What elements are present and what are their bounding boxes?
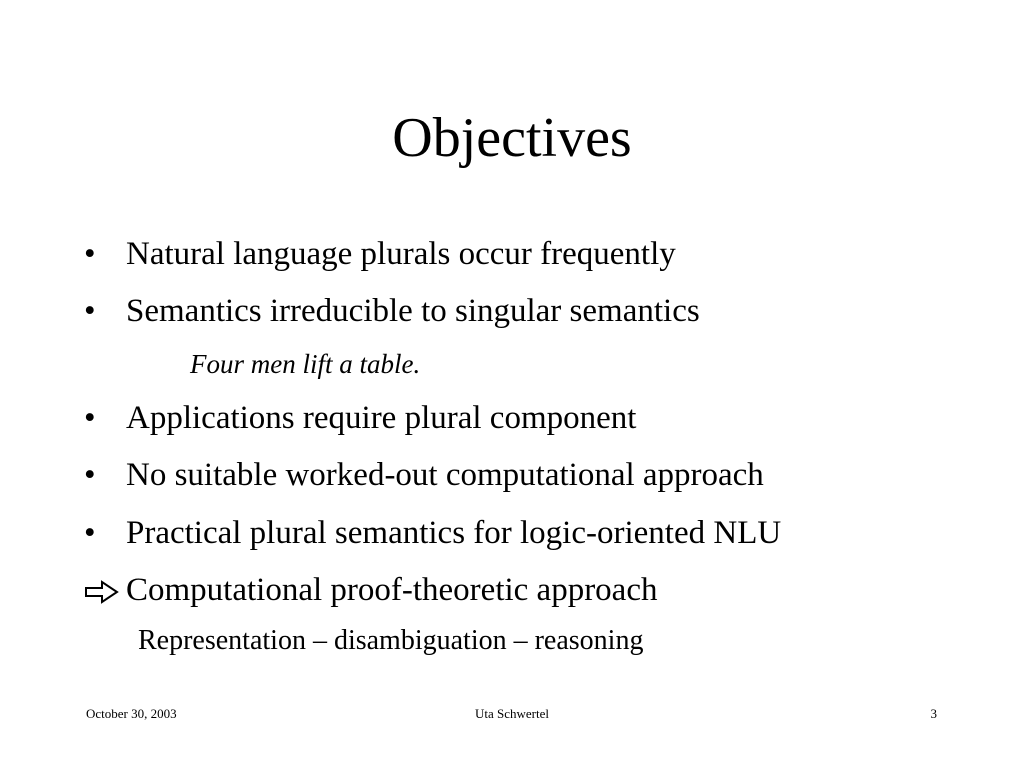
- example-sentence: Four men lift a table.: [190, 349, 421, 379]
- footer-date: October 30, 2003: [86, 706, 177, 721]
- bullet-item: [0, 455, 1024, 495]
- bullet-text: Practical plural semantics for logic-oriented NLU: [126, 515, 782, 551]
- hollow-right-arrow-icon: [84, 580, 122, 604]
- bullet-text: Natural language plurals occur frequently: [126, 236, 676, 272]
- conclusion-text: Computational proof-theoretic approach: [126, 572, 658, 608]
- bullet-dot: •: [84, 400, 96, 436]
- bullet-dot: •: [84, 457, 96, 493]
- bullet-text: No suitable worked-out computational approach: [126, 457, 764, 493]
- bullet-dot: •: [84, 515, 96, 551]
- bullet-dot: •: [84, 293, 96, 329]
- slide-title: Objectives: [392, 107, 632, 169]
- bullet-text: Applications require plural component: [126, 400, 637, 436]
- bullet-item: [0, 513, 1024, 553]
- footer-page-number: 3: [930, 706, 937, 721]
- bullet-item: [0, 234, 1024, 274]
- conclusion-item: [0, 570, 1024, 610]
- conclusion-subline: Representation – disambiguation – reasoning: [138, 625, 644, 656]
- bullet-item: [0, 398, 1024, 438]
- bullet-dot: •: [84, 236, 96, 272]
- bullet-item: [0, 291, 1024, 331]
- bullet-text: Semantics irreducible to singular semantics: [126, 293, 700, 329]
- footer-author: Uta Schwertel: [474, 706, 549, 721]
